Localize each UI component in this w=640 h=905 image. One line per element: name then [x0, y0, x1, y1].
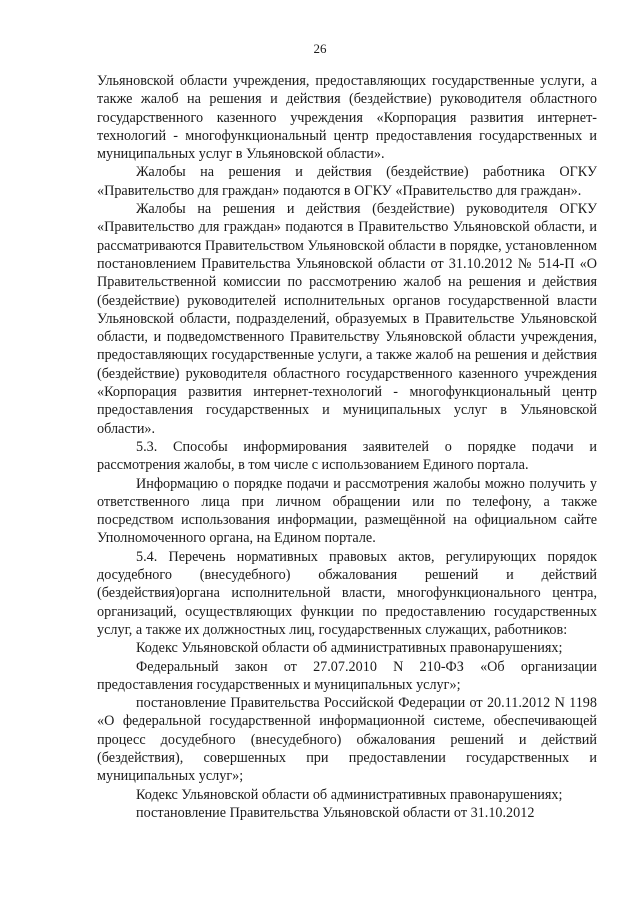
page-number: 26 — [313, 41, 327, 56]
list-item-federal-law: Федеральный закон от 27.07.2010 N 210-ФЗ «Об организации предоставления государственных и муниципальных услуг»; — [97, 658, 597, 693]
section-5-3-heading: 5.3. Способы информирования заявителей о порядке подачи и рассмотрения жалобы, в том числе с использованием Единого портала. — [97, 438, 597, 474]
list-item-regional-resolution: постановление Правительства Ульяновской области от 31.10.2012 — [136, 804, 535, 821]
document-body — [97, 72, 597, 822]
paragraph-complaints-worker: Жалобы на решения и действия (бездействие) работника ОГКУ «Правительство для граждан» подаются в ОГКУ «Правительство для граждан». — [97, 164, 597, 199]
list-item-code: Кодекс Ульяновской области об административных правонарушениях; — [136, 640, 563, 657]
paragraph-continued: Ульяновской области учреждения, предоставляющих государственные услуги, а также жалоб на решения и действия (бездействие) руководителя областного государственного казенного учреждения «Корпорация развития интернет-технологий - многофункциональный центр предоставления государственных и муниципальных услуг в Ульяновской области». — [97, 73, 597, 163]
list-item-rf-resolution: постановление Правительства Российской Федерации от 20.11.2012 N 1198 «О федеральной государственной информационной системе, обеспечивающей процесс досудебного (внесудебного) обжалования решений и действий (бездействия), совершенных при предоставлении государственных и муниципальных услуг»; — [97, 695, 597, 785]
paragraph-information: Информацию о порядке подачи и рассмотрения жалобы можно получить у ответственного лица при личном обращении или по телефону, а также посредством использования информации, размещённой на официальном сайте Уполномоченного органа, на Едином портале. — [97, 475, 597, 547]
paragraph-complaints-head: Жалобы на решения и действия (бездействие) руководителя ОГКУ «Правительство для граждан» подаются в Правительство Ульяновской области, и рассматриваются Правительством Ульяновской области в порядке, установленном постановлением Правительства Ульяновской области от 31.10.2012 № 514-П «О Правительственной комиссии по рассмотрению жалоб на решения и действия (бездействие) руководителей исполнительных органов государственной власти Ульяновской области, подразделений, образуемых в Правительстве Ульяновской области, и подведомственного Правительству Ульяновской области учреждения, предоставляющих государственные услуги, а также жалоб на решения и действия (бездействие) руководителя областного государственного казенного учреждения «Корпорация развития интернет-технологий - многофункциональный центр предоставления государственных и муниципальных услуг в Ульяновской области». — [97, 201, 597, 437]
section-5-4-heading: 5.4. Перечень нормативных правовых актов, регулирующих порядок досудебного (внесудебного) обжалования решений и действий (бездействия)органа исполнительной власти, многофункционального центра, организаций, осуществляющих функции по предоставлению государственных услуг, а также их должностных лиц, государственных служащих, работников: — [97, 548, 597, 638]
list-item-code-repeat: Кодекс Ульяновской области об административных правонарушениях; — [136, 786, 563, 803]
